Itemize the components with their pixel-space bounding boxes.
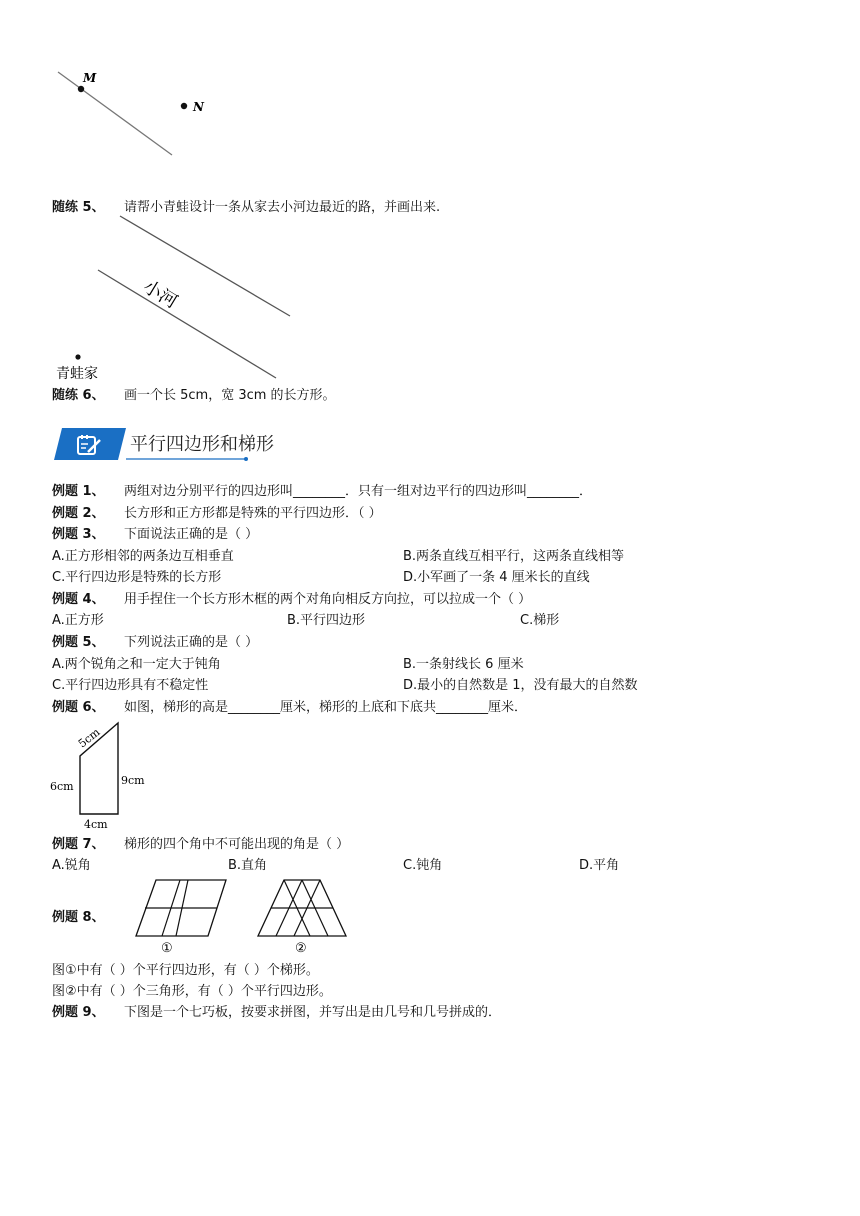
question-6-label: 例题 6、 <box>52 700 105 715</box>
question-1-label: 例题 1、 <box>52 484 105 499</box>
question-7 <box>52 836 349 854</box>
question-7-text: 梯形的四个角中不可能出现的角是（ ） <box>124 837 350 852</box>
exercise-5-label: 随练 5、 <box>52 200 105 215</box>
q5-option-c: C.平行四边形具有不稳定性 <box>52 678 209 693</box>
exercise-6-label: 随练 6、 <box>52 388 105 403</box>
figure-1-parallelogram <box>130 876 260 958</box>
q3-option-d: D.小军画了一条 4 厘米长的直线 <box>403 570 590 585</box>
q4-option-a: A.正方形 <box>52 613 104 628</box>
point-n <box>181 103 187 109</box>
label-m: M <box>83 71 97 85</box>
question-3-text: 下面说法正确的是（ ） <box>124 527 259 542</box>
question-1-text: 两组对边分别平行的四边形叫________．只有一组对边平行的四边形叫________． <box>124 484 593 499</box>
q4-option-c: C.梯形 <box>520 613 560 628</box>
label-left-side: 6cm <box>50 780 74 793</box>
q7-option-a: A.锐角 <box>52 858 91 873</box>
question-2 <box>52 505 382 523</box>
question-4 <box>52 591 531 609</box>
question-6-text: 如图，梯形的高是________厘米，梯形的上底和下底共________厘米． <box>124 700 528 715</box>
question-9-label: 例题 9、 <box>52 1005 105 1020</box>
question-2-label: 例题 2、 <box>52 506 105 521</box>
q7-option-c: C.钝角 <box>403 858 443 873</box>
q7-option-d: D.平角 <box>579 858 620 873</box>
question-1 <box>52 483 592 501</box>
trapezoid-figure <box>48 718 158 832</box>
question-2-text: 长方形和正方形都是特殊的平行四边形．（ ） <box>124 506 382 521</box>
section-header <box>52 424 274 462</box>
q3-option-c: C.平行四边形是特殊的长方形 <box>52 570 222 585</box>
question-5-text: 下列说法正确的是（ ） <box>124 635 259 650</box>
q7-option-b: B.直角 <box>228 858 268 873</box>
river-figure <box>50 212 310 384</box>
line-mn-figure <box>50 62 220 162</box>
question-5-label: 例题 5、 <box>52 635 105 650</box>
point-m <box>78 86 84 92</box>
river-label: 小河 <box>139 276 182 313</box>
label-bottom-side: 4cm <box>84 818 108 831</box>
question-4-label: 例题 4、 <box>52 592 105 607</box>
question-7-label: 例题 7、 <box>52 837 105 852</box>
q5-option-b: B.一条射线长 6 厘米 <box>403 657 524 672</box>
figure-2-label: ② <box>295 941 307 956</box>
label-slant-side: 5cm <box>75 725 103 751</box>
label-right-side: 9cm <box>121 774 145 787</box>
q4-option-b: B.平行四边形 <box>287 613 366 628</box>
question-8-line-2: 图②中有（ ）个三角形，有（ ）个平行四边形。 <box>52 984 332 999</box>
question-4-text: 用手捏住一个长方形木框的两个对角向相反方向拉，可以拉成一个（ ） <box>124 592 532 607</box>
line-through-m <box>58 72 172 155</box>
figure-1-label: ① <box>161 941 173 956</box>
question-8-label: 例题 8、 <box>52 910 105 925</box>
question-5 <box>52 634 258 652</box>
label-n: N <box>193 100 204 114</box>
exercise-6 <box>52 387 336 405</box>
q5-option-a: A.两个锐角之和一定大于钝角 <box>52 657 221 672</box>
river-bank-lower <box>98 270 276 378</box>
question-9-text: 下图是一个七巧板，按要求拼图，并写出是由几号和几号拼成的． <box>124 1005 502 1020</box>
frog-home-label: 青蛙家 <box>56 366 98 382</box>
q5-option-d: D.最小的自然数是 1，没有最大的自然数 <box>403 678 638 693</box>
question-3 <box>52 526 258 544</box>
question-8-line-1: 图①中有（ ）个平行四边形，有（ ）个梯形。 <box>52 963 319 978</box>
q3-option-a: A.正方形相邻的两条边互相垂直 <box>52 549 234 564</box>
frog-home-point <box>75 354 80 359</box>
river-bank-upper <box>120 216 290 316</box>
notepad-pencil-icon <box>75 433 105 457</box>
question-6 <box>52 699 527 717</box>
q3-option-b: B.两条直线互相平行，这两条直线相等 <box>403 549 625 564</box>
section-title: 平行四边形和梯形 <box>130 434 274 455</box>
question-9 <box>52 1004 501 1022</box>
question-8 <box>52 909 124 927</box>
figure-2-triangle-trapezoid <box>254 876 354 958</box>
question-3-label: 例题 3、 <box>52 527 105 542</box>
exercise-6-text: 画一个长 5cm，宽 3cm 的长方形。 <box>124 388 336 403</box>
exercise-5-text: 请帮小青蛙设计一条从家去小河边最近的路，并画出来. <box>124 200 441 215</box>
